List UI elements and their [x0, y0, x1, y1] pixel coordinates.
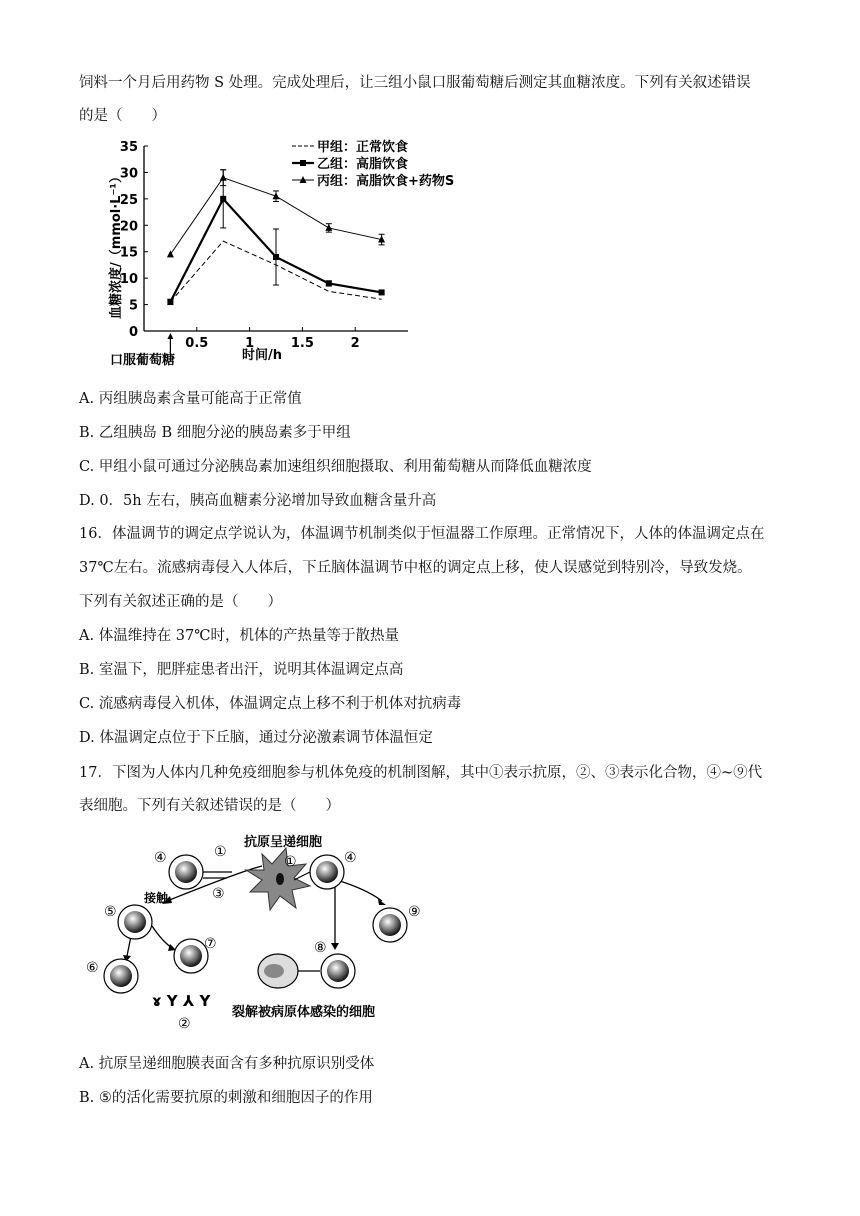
q16-stem-line-2: 37℃左右。流感病毒侵入人体后，下丘脑体温调节中枢的调定点上移，使人误感觉到特别冷，导致发烧。 [79, 560, 752, 576]
q17-stem-line-2: 表细胞。下列有关叙述错误的是（ ） [79, 798, 340, 814]
q15-stem-line-2: 的是（ ） [79, 108, 166, 124]
q15-option-c: C. 甲组小鼠可通过分泌胰岛素加速组织细胞摄取、利用葡萄糖从而降低血糖浓度 [79, 459, 592, 475]
cell-9 [373, 908, 407, 942]
antibody-glyphs: ɤ Y ⅄ Y [152, 992, 211, 1010]
q15-stem-line-1: 饲料一个月后用药物 S 处理。完成处理后，让三组小鼠口服葡萄糖后测定其血糖浓度。下列有关叙述错误 [79, 75, 751, 91]
cell-6 [104, 959, 138, 993]
y-tick-label: 20 [119, 219, 138, 235]
x-tick-label: 2 [350, 336, 360, 351]
q15-option-a: A. 丙组胰岛素含量可能高于正常值 [79, 391, 302, 407]
y-tick-label: 30 [119, 166, 138, 182]
chart-plot-area [167, 170, 385, 305]
dose-arrowhead [167, 333, 173, 339]
cell-7 [174, 939, 208, 973]
diagram-arrowheads [123, 896, 386, 962]
y-tick-label: 25 [119, 192, 138, 208]
x-tick-label: 0.5 [185, 336, 209, 351]
q15-option-d: D. 0．5h 左右，胰高血糖素分泌增加导致血糖含量升高 [79, 493, 437, 509]
mark-9: ⑨ [408, 904, 421, 920]
apc-nucleus [276, 873, 284, 885]
mark-1-left: ① [214, 844, 227, 860]
y-tick-label: 10 [119, 272, 138, 288]
y-tick-label: 0 [128, 325, 138, 340]
infected-cell [258, 954, 320, 988]
chart-x-annotation: 口服葡萄糖 [110, 353, 176, 368]
y-tick-label: 35 [119, 140, 138, 155]
cell-8 [321, 954, 355, 988]
data-point-triangle [220, 174, 227, 181]
legend-label: 乙组：高脂饮食 [317, 157, 409, 172]
legend-marker [300, 160, 306, 166]
y-tick-label: 5 [128, 298, 138, 314]
q16-option-a: A. 体温维持在 37℃时，机体的产热量等于散热量 [79, 628, 399, 644]
immune-cells-diagram [82, 826, 422, 1036]
q15-option-b: B. 乙组胰岛 B 细胞分泌的胰岛素多于甲组 [79, 425, 351, 441]
mark-8: ⑧ [314, 940, 327, 956]
cell-5 [118, 905, 152, 939]
q17-stem-line-1: 17．下图为人体内几种免疫细胞参与机体免疫的机制图解，其中①表示抗原，②、③表示化合物，④~⑨代 [79, 765, 763, 781]
data-point-square [379, 289, 385, 295]
q16-stem-line-3: 下列有关叙述正确的是（ ） [79, 594, 282, 610]
mark-1-right: ① [284, 854, 297, 870]
data-point-square [273, 254, 279, 260]
contact-label: 接触 [144, 891, 169, 905]
apc-label: 抗原呈递细胞 [244, 835, 323, 850]
q16-stem-line-1: 16．体温调节的调定点学说认为，体温调节机制类似于恒温器工作原理。正常情况下，人体的体温调定点在 [79, 526, 765, 542]
mark-2: ② [178, 1016, 191, 1032]
q17-option-a: A. 抗原呈递细胞膜表面含有多种抗原识别受体 [79, 1056, 375, 1072]
chart-x-axis-label: 时间/h [242, 348, 283, 363]
data-point-square [326, 280, 332, 286]
mark-4-left: ④ [154, 850, 167, 866]
legend-label: 甲组：正常饮食 [317, 140, 409, 155]
mark-6: ⑥ [86, 960, 99, 976]
x-tick-label: 1.5 [290, 336, 314, 351]
legend-label: 丙组：高脂饮食+药物S [317, 174, 455, 189]
mark-3: ③ [212, 886, 225, 902]
blood-glucose-chart [98, 134, 455, 374]
chart-y-axis-label: 血糖浓度/（mmol·L⁻¹） [109, 169, 124, 319]
cell-4-left [169, 855, 203, 889]
cell-4-right [310, 855, 344, 889]
mark-4-right: ④ [344, 850, 357, 866]
data-point-square [167, 299, 173, 305]
chart-legend [292, 139, 454, 189]
diagram-arrows [127, 866, 382, 956]
data-point-triangle [325, 224, 332, 231]
q16-option-c: C. 流感病毒侵入机体，体温调定点上移不利于机体对抗病毒 [79, 696, 462, 712]
q16-option-d: D. 体温调定点位于下丘脑，通过分泌激素调节体温恒定 [79, 730, 433, 746]
q17-option-b: B. ⑤的活化需要抗原的刺激和细胞因子的作用 [79, 1090, 373, 1106]
x-tick-label: 1 [245, 336, 255, 351]
q16-option-b: B. 室温下，肥胖症患者出汗，说明其体温调定点高 [79, 662, 404, 678]
mark-5: ⑤ [104, 904, 117, 920]
mark-7: ⑦ [204, 936, 217, 952]
y-tick-label: 15 [119, 245, 138, 261]
lysis-label: 裂解被病原体感染的细胞 [232, 1005, 376, 1020]
data-point-square [220, 196, 226, 202]
